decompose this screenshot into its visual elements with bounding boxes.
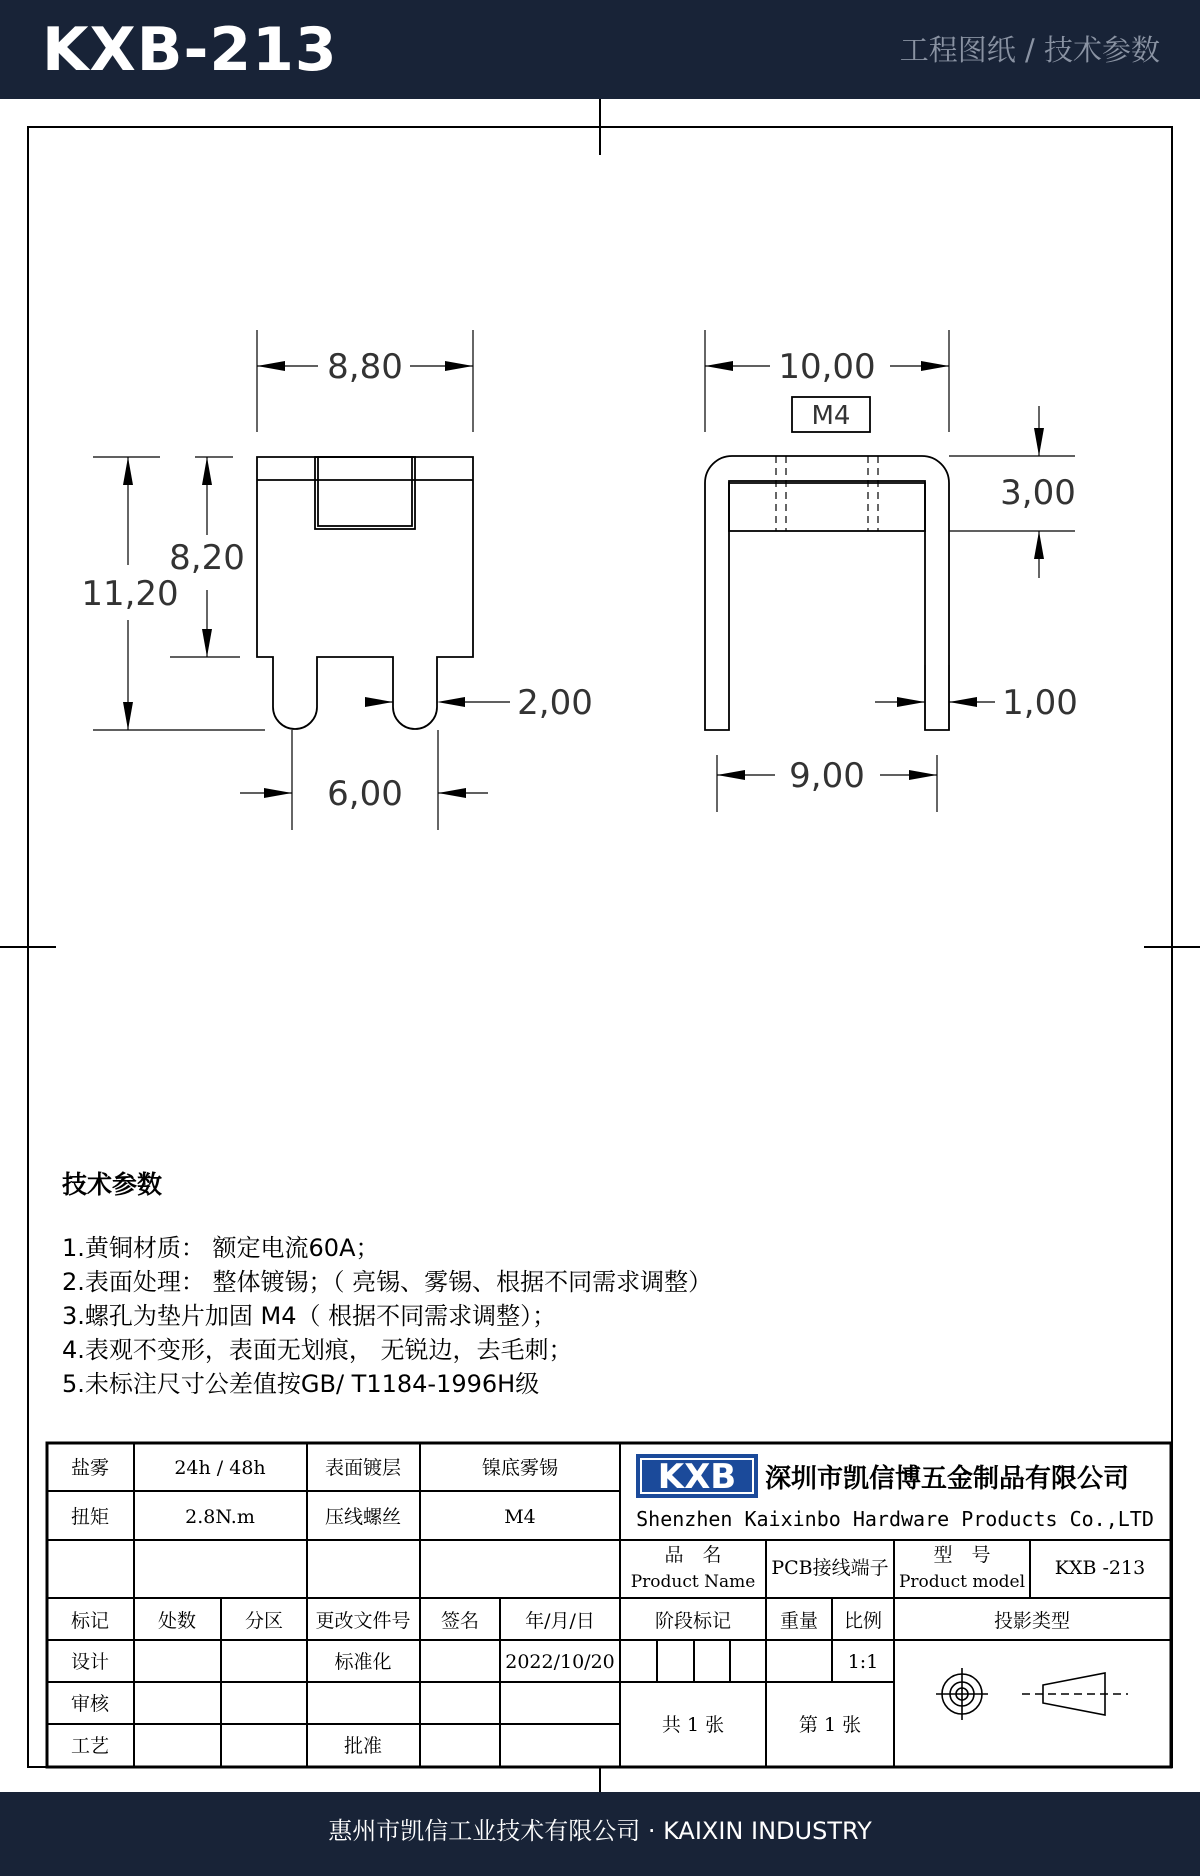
screw-value: M4	[504, 1506, 536, 1528]
spec-item: 1.黄铜材质： 额定电流60A；	[62, 1234, 380, 1262]
salt-value: 24h / 48h	[174, 1457, 266, 1479]
header-mark: 标记	[70, 1610, 110, 1632]
header-zone: 分区	[244, 1610, 284, 1632]
design-label: 设计	[70, 1651, 110, 1673]
review-label: 审核	[70, 1693, 110, 1715]
header-signature: 签名	[440, 1610, 480, 1632]
salt-label: 盐雾	[70, 1457, 110, 1479]
plating-value: 镍底雾锡	[481, 1457, 559, 1479]
dim-inner-width: 9,00	[789, 756, 865, 796]
process-label: 工艺	[70, 1735, 110, 1757]
scale-label: 比例	[843, 1610, 883, 1632]
weight-label: 重量	[779, 1610, 819, 1632]
projection-symbol	[936, 1668, 1128, 1720]
kxb-logo	[636, 1454, 758, 1498]
product-name-value: PCB接线端子	[771, 1557, 889, 1579]
screw-label-tb: 压线螺丝	[324, 1506, 402, 1528]
dim-leg-spacing: 6,00	[327, 774, 403, 814]
stage-mark: 阶段标记	[654, 1610, 732, 1632]
product-name-en: Product Name	[630, 1572, 756, 1592]
dim-front-width: 8,80	[327, 347, 403, 387]
footer-text: 惠州市凯信工业技术有限公司 · KAIXIN INDUSTRY	[328, 1817, 872, 1845]
spec-title: 技术参数	[62, 1170, 163, 1199]
header-date: 年/月/日	[525, 1610, 595, 1632]
standard-label: 标准化	[334, 1651, 392, 1673]
page-footer	[0, 1792, 1200, 1876]
torque-label: 扭矩	[70, 1506, 110, 1528]
design-date: 2022/10/20	[505, 1651, 615, 1673]
dim-side-width: 10,00	[778, 347, 876, 387]
spec-item: 5.未标注尺寸公差值按GB/ T1184-1996H级	[62, 1370, 540, 1398]
technical-spec	[62, 1165, 1162, 1401]
scale-value: 1:1	[847, 1651, 879, 1673]
product-code: KXB-213	[42, 15, 338, 85]
total-sheets: 共 1 张	[661, 1714, 725, 1736]
torque-value: 2.8N.m	[185, 1506, 255, 1528]
dim-front-upper-height: 8,20	[169, 538, 245, 578]
product-model-cn: 型 号	[933, 1544, 991, 1566]
svg-text:KXB: KXB	[657, 1457, 737, 1497]
header-count: 处数	[157, 1610, 197, 1632]
sheet-number: 第 1 张	[798, 1714, 862, 1736]
dim-leg-width: 2,00	[517, 683, 593, 723]
spec-item: 3.螺孔为垫片加固 M4（ 根据不同需求调整）；	[62, 1302, 557, 1330]
plating-label: 表面镀层	[324, 1457, 402, 1479]
spec-item: 2.表面处理： 整体镀锡；（ 亮锡、雾锡、根据不同需求调整）	[62, 1268, 713, 1296]
header-subtitle: 工程图纸 / 技术参数	[899, 33, 1160, 67]
side-view	[705, 330, 1075, 812]
dim-thickness: 1,00	[1002, 683, 1078, 723]
approve-label: 批准	[343, 1735, 383, 1757]
projection-label: 投影类型	[993, 1610, 1071, 1632]
product-name-cn: 品 名	[664, 1544, 722, 1566]
product-model-en: Product model	[898, 1572, 1026, 1592]
header-change-doc: 更改文件号	[315, 1610, 411, 1632]
spec-item: 4.表观不变形，表面无划痕， 无锐边，去毛刺；	[62, 1336, 573, 1364]
dim-front-total-height: 11,20	[81, 574, 179, 614]
company-name-cn: 深圳市凯信博五金制品有限公司	[765, 1464, 1130, 1494]
company-name-en: Shenzhen Kaixinbo Hardware Products Co.,LTD	[636, 1507, 1154, 1531]
product-model-value: KXB -213	[1054, 1557, 1146, 1579]
dim-top-height: 3,00	[1000, 473, 1076, 513]
screw-label: M4	[811, 401, 851, 431]
